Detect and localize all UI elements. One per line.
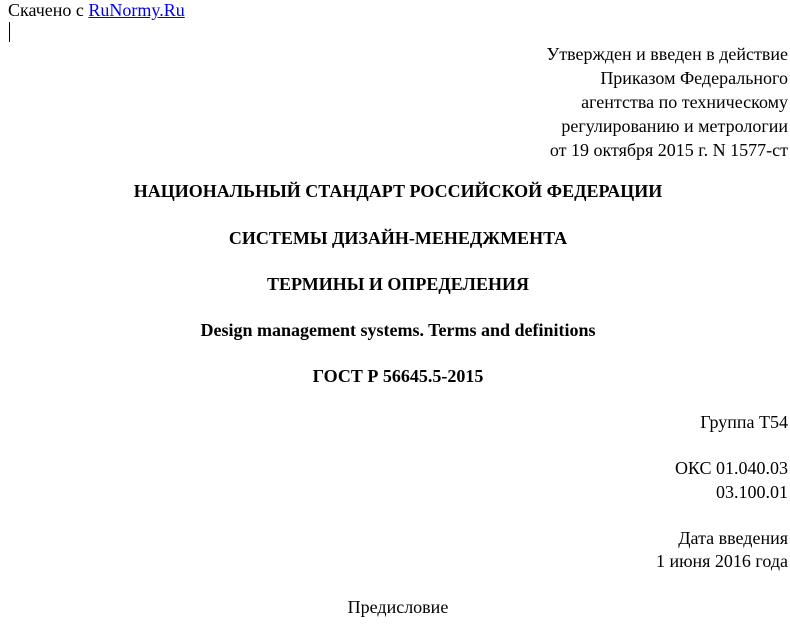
approval-block (546, 42, 788, 162)
oks-code-secondary: 03.100.01 (716, 482, 788, 502)
approval-line: Приказом Федерального (600, 68, 788, 88)
approval-line: регулированию и метрологии (561, 116, 788, 136)
group-code: Группа Т54 (700, 412, 788, 432)
terms-heading: ТЕРМИНЫ И ОПРЕДЕЛЕНИЯ (267, 274, 529, 294)
effective-date-label: Дата введения (678, 528, 788, 548)
oks-code: ОКС 01.040.03 (674, 458, 788, 478)
approval-line: Утвержден и введен в действие (546, 44, 788, 64)
effective-date-value: 1 июня 2016 года (655, 551, 788, 571)
gost-number: ГОСТ Р 56645.5-2015 (312, 366, 484, 386)
foreword-heading: Предисловие (347, 597, 449, 617)
english-title: Design management systems. Terms and definitions (200, 320, 596, 340)
approval-line: от 19 октября 2015 г. N 1577-ст (549, 140, 788, 160)
approval-line: агентства по техническому (581, 92, 788, 112)
system-heading: СИСТЕМЫ ДИЗАЙН-МЕНЕДЖМЕНТА (228, 228, 568, 248)
source-link[interactable]: RuNormy.Ru (88, 0, 185, 20)
source-line (8, 0, 185, 20)
text-caret (9, 22, 10, 42)
national-standard-heading: НАЦИОНАЛЬНЫЙ СТАНДАРТ РОССИЙСКОЙ ФЕДЕРАЦИИ (133, 181, 663, 201)
source-prefix: Скачено с (8, 0, 84, 20)
